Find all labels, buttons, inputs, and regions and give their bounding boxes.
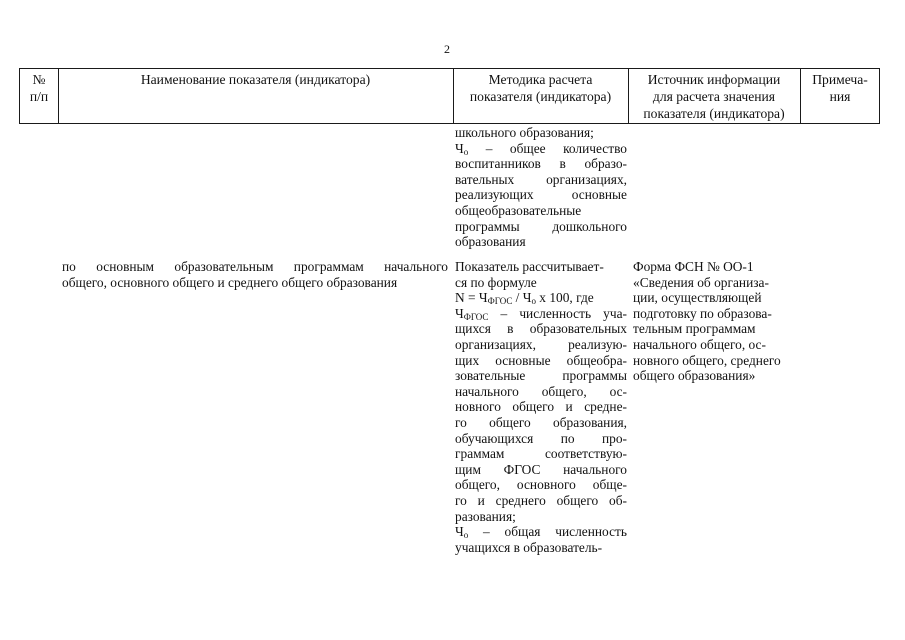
table-header	[19, 68, 880, 124]
header-col-note: Примеча- ния	[812, 72, 868, 104]
page-number: 2	[444, 42, 450, 56]
indicator-method-text: Показатель рассчитывает- ся по формуле $N = Ч_{ФГОС} / Ч_о$ x 100, где $Ч_{ФГОС}$ – численность уча- щихся в образовательных организациях, реализую- щих основные общеобра- зовательные программы начального общего, ос- новного общего и средне- го общего образования, обучающихся по про- граммам соответствую- щим ФГОС начального общего, основного обще- го и среднего общего об- разования; $Ч_о$ – общая численность учащихся в образователь-	[455, 259, 627, 555]
indicator-name: по основным образовательным программам начального общего, основного общего и среднего общего образования	[62, 259, 448, 290]
continuation-method-text: школьного образования; $Ч_о$ – общее количество воспитанников в образо- вательных организациях, реализующих основные общеобразовательные программы дошкольного образования	[455, 125, 627, 250]
indicator-source-text: Форма ФСН № ОО-1 «Сведения об организа- ции, осуществляющей подготовку по образова- тельным программам начального общего, ос- новного общего, среднего общего образования»	[633, 259, 781, 384]
header-col-method: Методика расчета показателя (индикатора)	[469, 72, 612, 104]
header-col-source: Источник информации для расчета значения показателя (индикатора)	[643, 72, 785, 121]
header-col-number: № п/п	[29, 72, 49, 104]
header-col-name: Наименование показателя (индикатора)	[140, 72, 371, 87]
formula: $N = Ч_{ФГОС} / Ч_о$ x 100, где	[455, 290, 594, 307]
